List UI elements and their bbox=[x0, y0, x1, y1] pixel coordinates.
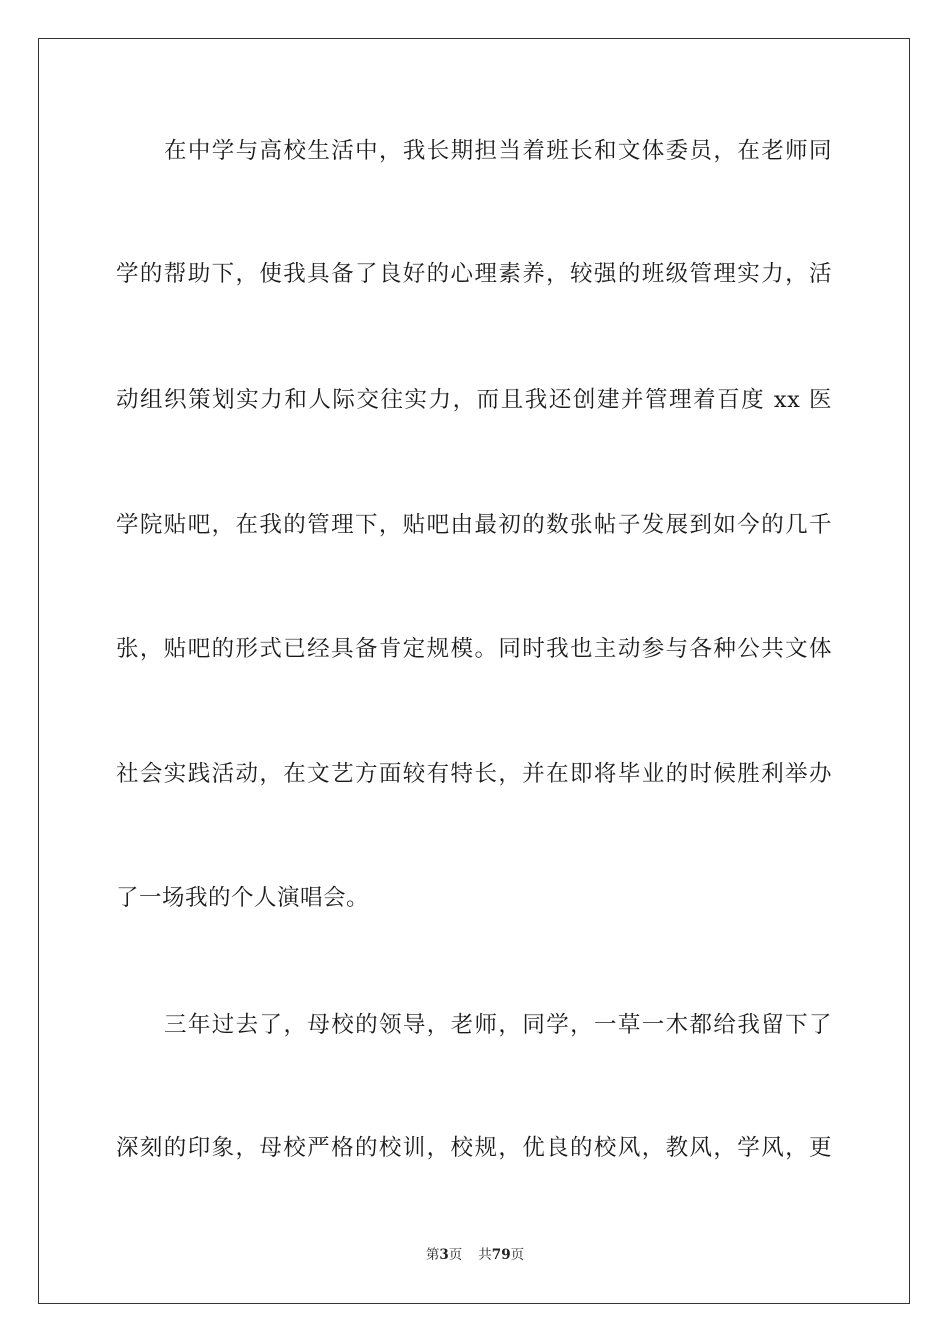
paragraph-line: 学院贴吧，在我的管理下，贴吧由最初的数张帖子发展到如今的几千 bbox=[116, 512, 832, 538]
paragraph-line: 学的帮助下，使我具备了良好的心理素养，较强的班级管理实力，活 bbox=[116, 261, 832, 287]
page-border bbox=[38, 38, 910, 1304]
page-suffix: 页 bbox=[448, 1247, 463, 1263]
page-number: 3 bbox=[439, 1247, 449, 1263]
paragraph-line: 张，贴吧的形式已经具备肯定规模。同时我也主动参与各种公共文体 bbox=[116, 636, 832, 662]
paragraph-line: 深刻的印象，母校严格的校训，校规，优良的校风，教风，学风，更 bbox=[116, 1135, 832, 1161]
paragraph-line: 社会实践活动，在文艺方面较有特长，并在即将毕业的时候胜利举办 bbox=[116, 761, 832, 787]
total-suffix: 页 bbox=[510, 1247, 525, 1263]
page-prefix: 第 bbox=[425, 1247, 440, 1263]
total-prefix: 共 bbox=[478, 1247, 492, 1263]
paragraph-line: 动组织策划实力和人际交往实力，而且我还创建并管理着百度 xx 医 bbox=[116, 387, 832, 413]
paragraph-line: 三年过去了，母校的领导，老师，同学，一草一木都给我留下了 bbox=[164, 1012, 832, 1038]
paragraph-line: 了一场我的个人演唱会。 bbox=[116, 885, 370, 911]
paragraph-line: 在中学与高校生活中，我长期担当着班长和文体委员，在老师同 bbox=[164, 138, 832, 164]
total-pages: 79 bbox=[491, 1247, 511, 1263]
page-footer bbox=[0, 1246, 950, 1264]
